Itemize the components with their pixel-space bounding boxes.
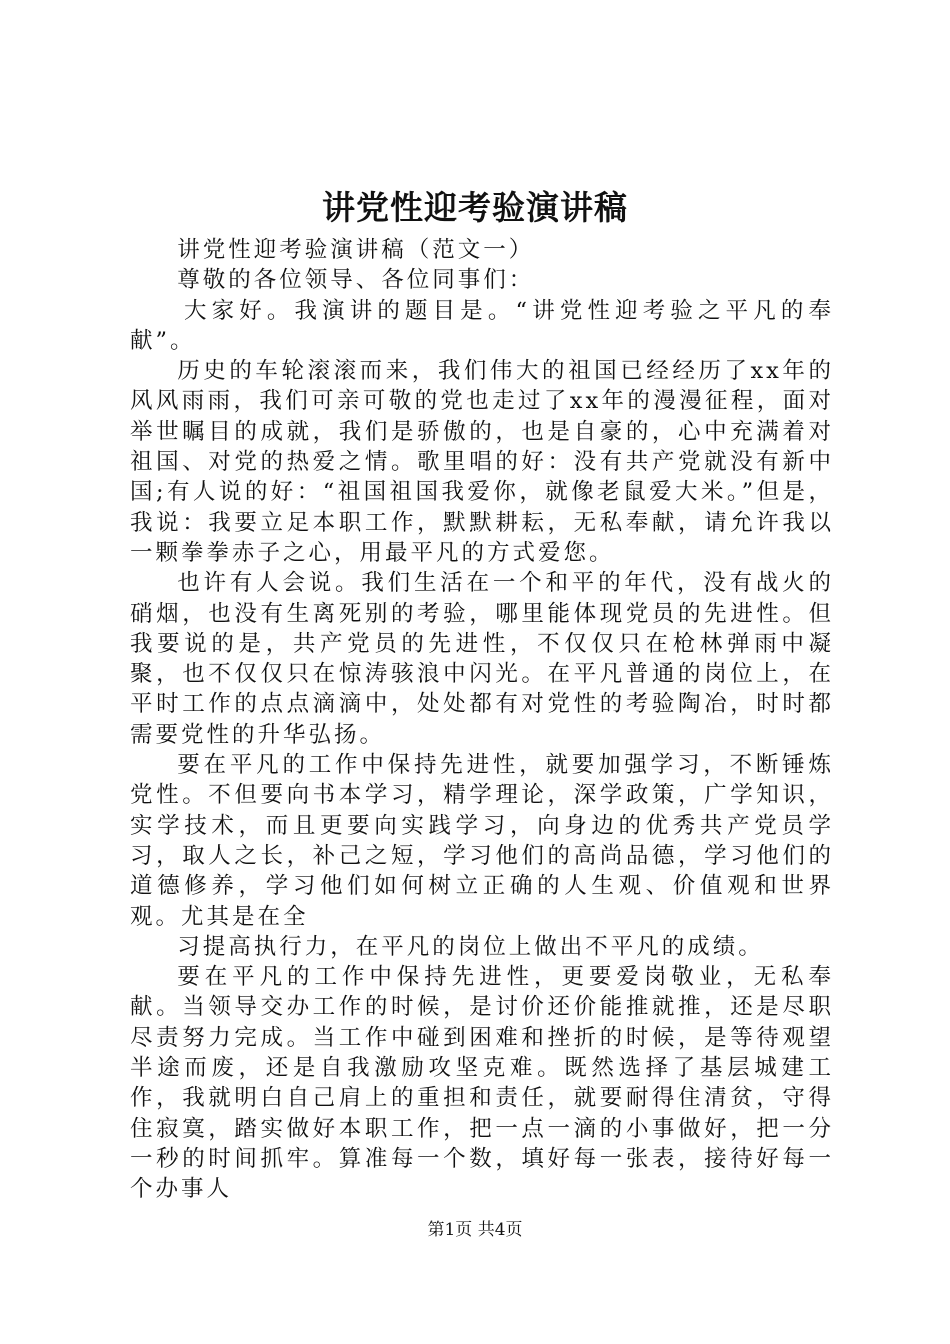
paragraph: 习提高执行力，在平凡的岗位上做出不平凡的成绩。 — [177, 933, 764, 960]
page-number-footer: 第1页 共4页 — [427, 1220, 523, 1240]
paragraph: 也许有人会说。我们生活在一个和平的年代，没有战火的硝烟，也没有生离死别的考验，哪里能体现党员的先进性。但我要说的是，共产党员的先进性，不仅仅只在枪林弹雨中凝聚，也不仅仅只在惊涛骇浪中闪光。在平凡普通的岗位上，在平时工作的点点滴滴中，处处都有对党性的考验陶冶，时时都需要党性的升华弘扬。 — [130, 570, 834, 748]
paragraph: 大家好。我演讲的题目是。“讲党性迎考验之平凡的奉献”。 — [130, 297, 834, 354]
paragraph: 要在平凡的工作中保持先进性，就要加强学习，不断锤炼党性。不但要向书本学习，精学理论，深学政策，广学知识，实学技术，而且更要向实践学习，向身边的优秀共产党员学习，取人之长，补己之短，学习他们的高尚品德，学习他们的道德修养，学习他们如何树立正确的人生观、价值观和世界观。尤其是在全 — [130, 752, 834, 930]
paragraph: 历史的车轮滚滚而来，我们伟大的祖国已经经历了xx年的风风雨雨，我们可亲可敬的党也走过了xx年的漫漫征程，面对举世瞩目的成就，我们是骄傲的，也是自豪的，心中充满着对祖国、对党的热爱之情。歌里唱的好：没有共产党就没有新中国;有人说的好：“祖国祖国我爱你，就像老鼠爱大米。”但是，我说：我要立足本职工作，默默耕耘，无私奉献，请允许我以一颗拳拳赤子之心，用最平凡的方式爱您。 — [130, 358, 834, 566]
paragraph: 尊敬的各位领导、各位同事们： — [177, 267, 535, 294]
paragraph: 要在平凡的工作中保持先进性，更要爱岗敬业，无私奉献。当领导交办工作的时候，是讨价还价能推就推，还是尽职尽责努力完成。当工作中碰到困难和挫折的时候，是等待观望半途而废，还是自我激励攻坚克难。既然选择了基层城建工作，我就明白自己肩上的重担和责任，就要耐得住清贫，守得住寂寞，踏实做好本职工作，把一点一滴的小事做好，把一分一秒的时间抓牢。算准每一个数，填好每一张表，接待好每一个办事人 — [130, 964, 834, 1203]
paragraph: 讲党性迎考验演讲稿（范文一） — [177, 237, 535, 263]
document-body — [130, 235, 834, 1205]
document-title: 讲党性迎考验演讲稿 — [322, 188, 628, 227]
